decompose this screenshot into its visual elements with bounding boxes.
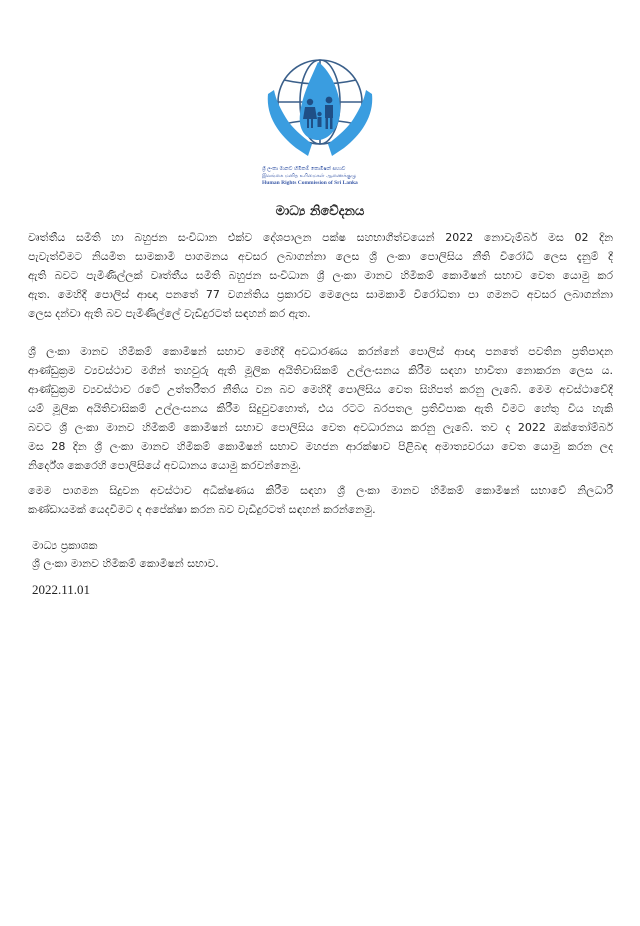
paragraph-line: ඇත. මෙහිදී පොලිස් ආඥා පනතේ 77 වගන්තිය ප්‍රකාරව මෙලෙස සාමකාමී විරෝධතා පා ගමනට අවසර ලබාගන්නා <box>28 288 613 301</box>
paragraph-line: ආණ්ඩුක්‍රම ව්‍යවස්ථාව රටේ උත්තරීතර නීතිය වන බව මෙහිදී පොලිසිය වෙත සිහිපත් කරනු ලැබේ. මෙම අවස්ථාවේදී <box>28 383 613 396</box>
paragraph-line: මෙම පාගමන සිදුවන අවස්ථාව අධීක්ෂණය කිරීම සඳහා ශ්‍රී ලංකා මානව හිමිකම් කොමිෂන් සභාවේ නිලධාරී <box>28 484 613 497</box>
logo-tamil-text: இலங்கை மனித உரிமைகள் ஆணைக்குழு <box>262 173 357 179</box>
paragraph-line: ශ්‍රී ලංකා මානව හිමිකම් කොමිෂන් සභාව මෙහිදී අවධාරණය කරන්නේ පොලිස් ආඥා පනතේ පවතින ප්‍රතිපාදන <box>28 345 613 358</box>
paragraph-line: ලෙස දන්වා ඇති බව පැමිණිල්ලේ වැඩිදුරටත් සඳහන් කර ඇත. <box>28 307 311 320</box>
logo-english-text: Human Rights Commission of Sri Lanka <box>262 180 358 186</box>
paragraph-line: පැවැත්වීමට නියමිත සාමකාමී පාගමනය අවසර ලබාගන්නා ලෙස ශ්‍රී ලංකා පොලිසිය නීති විරෝධී ලෙස දැනුම් දී <box>28 250 613 263</box>
paragraph-line: ඇති බවට පැමිණිල්ලක් වෘත්තීය සමිති බහුජන සංවිධාන ශ්‍රී ලංකා මානව හිමිකම් කොමිෂන් සභාව වෙත යොමු කර <box>28 269 613 282</box>
hrcsl-logo <box>262 52 378 164</box>
signature-role: මාධ්‍ය ප්‍රකාශක <box>32 539 98 552</box>
paragraph-1 <box>28 228 613 323</box>
paragraph-line: යම් මූලික අයිතිවාසිකම් උල්ලංඝනය කිරීම සිදුවුවහොත්, එය රටට බරපතල ප්‍රතිවිපාක ඇති වීමට හේතු විය හැකි <box>28 402 613 415</box>
paragraph-2 <box>28 342 613 475</box>
paragraph-line: නිර්දේශ කෙරෙහි පොලිසියේ අවධානය යොමු කරවන්නෙමු. <box>28 459 302 472</box>
paragraph-3 <box>28 481 613 519</box>
paragraph-line: වෘත්තීය සමිති හා බහුජන සංවිධාන එක්ව දේශපාලන පක්ෂ සහභාගීත්වයෙන් 2022 නොවැම්බර් මස 02 දින <box>28 231 613 244</box>
logo-sinhala-text: ශ්‍රී ලංකා මානව හිමිකම් කොමිෂන් සභාව <box>262 166 346 172</box>
logo-caption <box>262 166 392 187</box>
document-date: 2022.11.01 <box>32 582 91 597</box>
paragraph-line: කණ්ඩායමක් යෙදවීමට ද අපේක්ෂා කරන බව වැඩිදුරටත් සඳහන් කරන්නෙමු. <box>28 503 376 516</box>
paragraph-line: බවට ශ්‍රී ලංකා මානව හිමිකම් කොමිෂන් සභාව පොලිසිය වෙත අවධාරනය කරනු ලැබේ. තව ද 2022 ඔක්තෝම්බර් <box>28 421 613 434</box>
page-title: මාධ්‍ය නිවේදනය <box>275 204 365 219</box>
paragraph-line: මස 28 දින ශ්‍රී ලංකා මානව හිමිකම් කොමිෂන් සභාව මහජන ආරක්ෂාව පිළිබඳ අමාත්‍යවරයා වෙත යොමු කරන ලද <box>28 440 613 453</box>
paragraph-line: ආණ්ඩුක්‍රම ව්‍යවස්ථාව මගින් තහවුරු ඇති මූලික අයිතිවාසිකම් උල්ලංඝනය කිරීම සඳහා භාවිතා නොකරන ලෙස ය. <box>28 364 613 377</box>
signature-org: ශ්‍රී ලංකා මානව හිමිකම් කොමිෂන් සභාව. <box>32 557 219 570</box>
